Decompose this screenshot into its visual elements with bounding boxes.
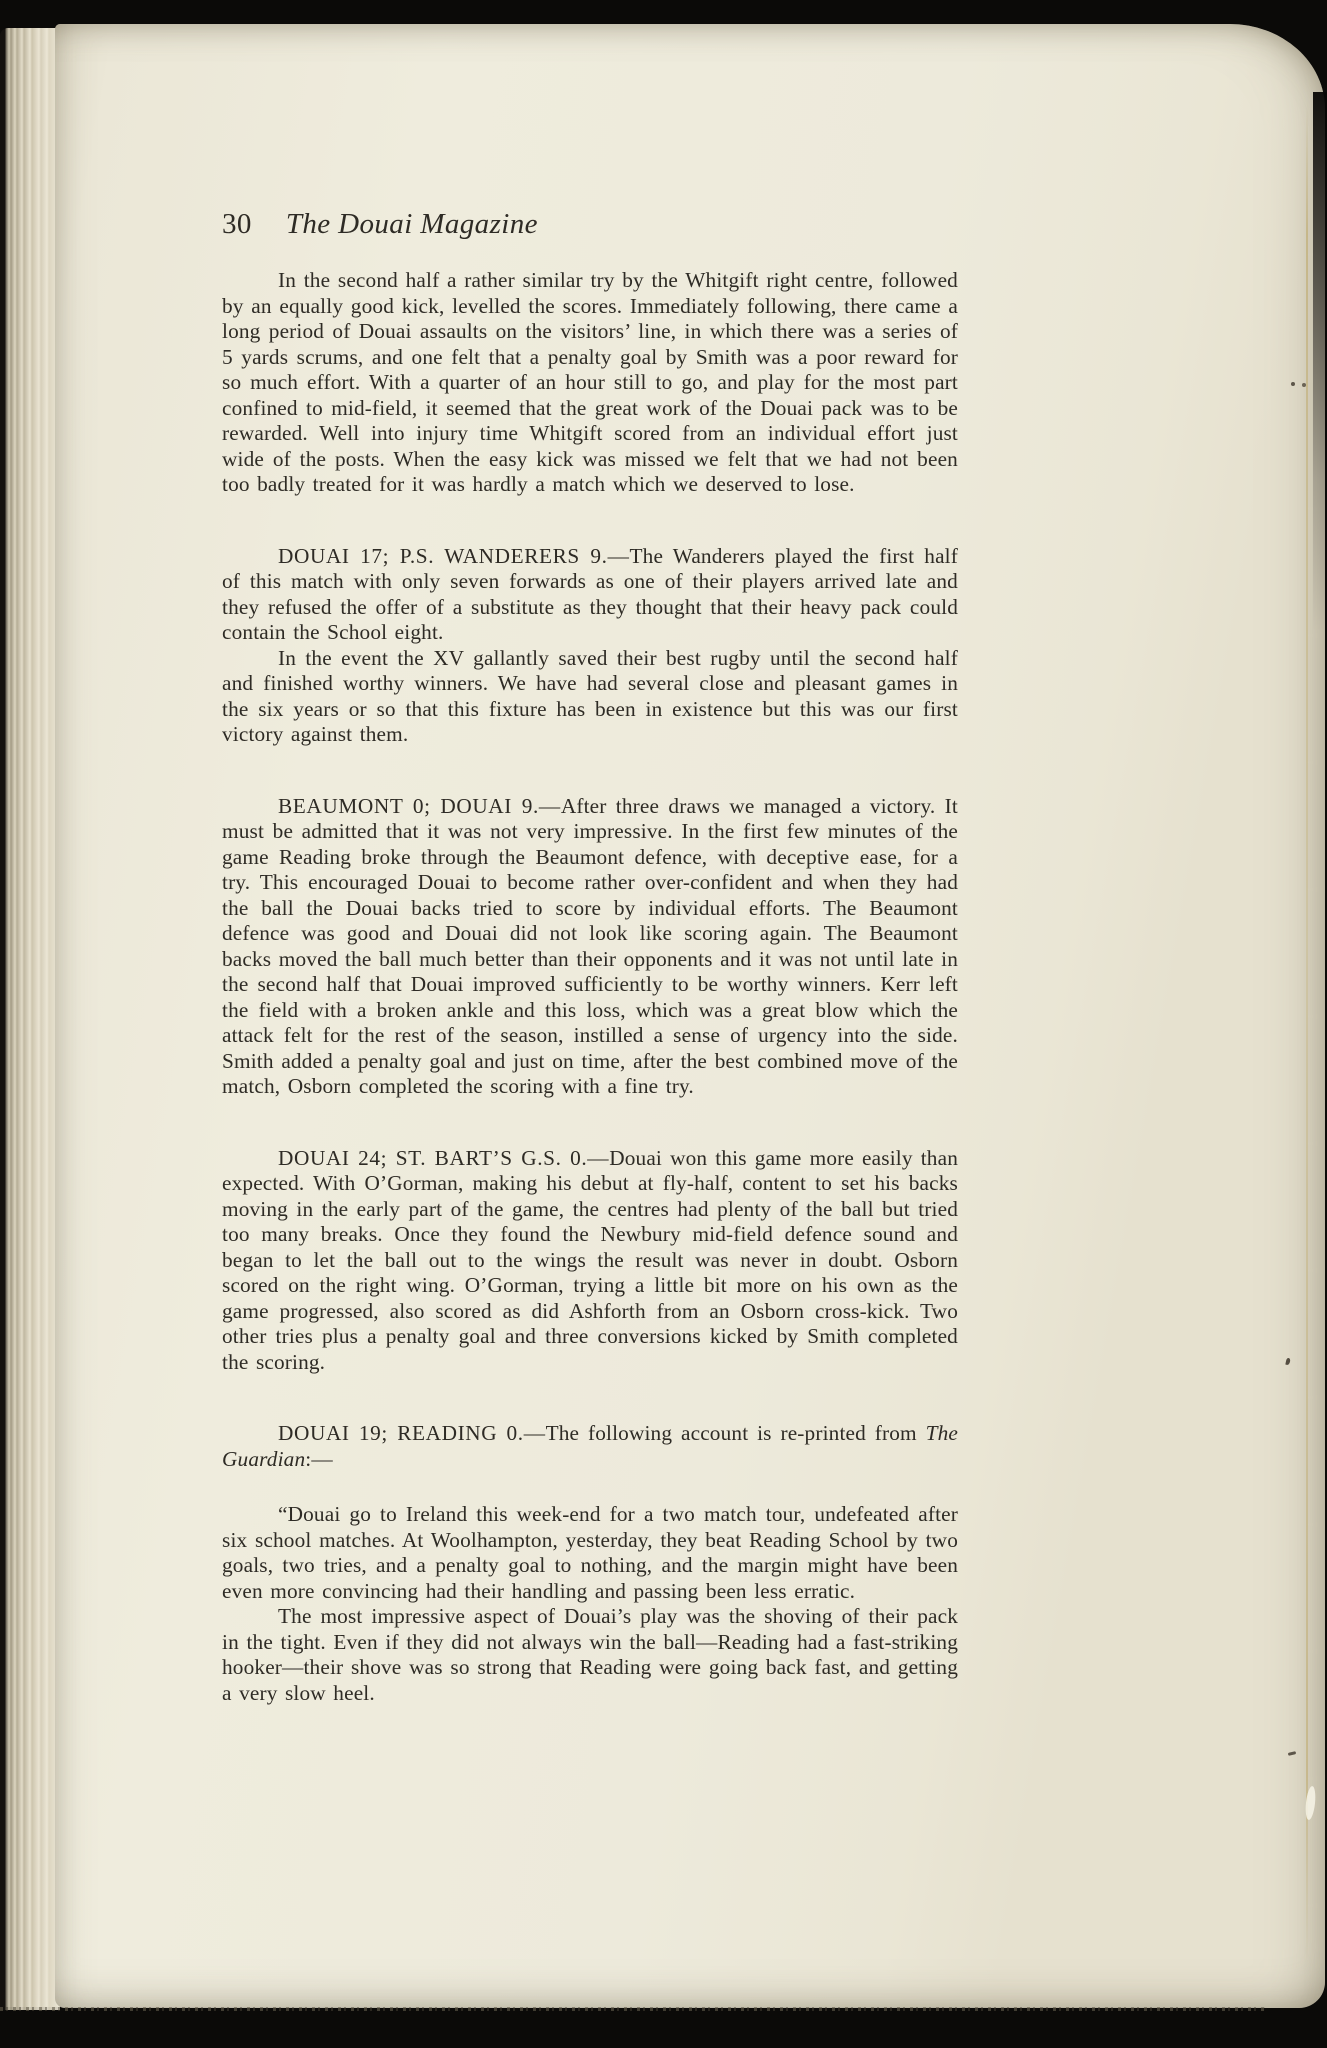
magazine-page — [55, 24, 1325, 2008]
page-edge-stack — [0, 28, 60, 2010]
match-score-heading: BEAUMONT 0; DOUAI 9.— — [278, 793, 561, 818]
match-report-text: The following account is re-printed from — [545, 1421, 926, 1445]
match-report-ps-wanderers — [222, 544, 958, 646]
match-report-beaumont — [222, 794, 958, 1100]
magazine-title: The Douai Magazine — [285, 208, 538, 240]
page-crease — [1306, 104, 1308, 1964]
ink-speck — [1288, 1751, 1296, 1756]
guardian-quote-paragraph-1: “Douai go to Ireland this week-end for a two match tour, undefeated after six school matches. At Woolhampton, yesterday, they beat Reading School by two goals, two tries, and a penalty goal to nothing, and the margin might have been even more convincing had their handling and passing been less erratic. — [222, 1502, 958, 1603]
page-header — [222, 206, 958, 242]
guardian-quote-paragraph-2: The most impressive aspect of Douai’s play was the shoving of their pack in the tight. Even if they did not always win the ball—Reading had a fast-striking hooker—their shove was so strong that Reading were going back fast, and getting a very slow heel. — [222, 1604, 958, 1705]
match-score-heading: DOUAI 24; ST. BART’S G.S. 0.— — [278, 1145, 610, 1170]
match-report-text: After three draws we managed a victory. It must be admitted that it was not very impressive. In the first few minutes of the game Reading broke through the Beaumont defence, with deceptive ease, for a try. This encouraged Douai to become rather over-confident and when they had the ball the Douai backs tried to score by individual efforts. The Beaumont defence was good and Douai did not look like scoring again. The Beaumont backs moved the ball much better than their opponents and it was not until late in the second half that Douai improved sufficiently to be worthy winners. Kerr left the field with a broken ankle and this loss, which was a great blow which the attack felt for the rest of the season, instilled a sense of urgency into the side. Smith added a penalty goal and just on time, after the best combined move of the match, Osborn completed the scoring with a fine try. — [222, 793, 958, 1098]
match-report-text: The Wanderers played the first half of this match with only seven forwards as one of their players arrived late and they refused the offer of a substitute as they thought that their heavy pack could contain the School eight. — [222, 543, 958, 644]
match-score-heading: DOUAI 17; P.S. WANDERERS 9.— — [278, 543, 630, 568]
page-curl-shadow — [1313, 92, 1327, 632]
match-report-st-barts — [222, 1146, 958, 1376]
ink-speck — [1285, 1358, 1290, 1366]
page-number: 30 — [222, 208, 252, 240]
match-report-text: :— — [305, 1446, 333, 1471]
article-text — [222, 206, 958, 1706]
match-report-ps-wanderers-continued: In the event the XV gallantly saved their best rugby until the second half and finished worthy winners. We have had several close and pleasant games in the six years or so that this fixture has been in existence but this was our first victory against them. — [222, 645, 958, 746]
match-score-heading: DOUAI 19; READING 0.— — [278, 1421, 546, 1445]
ink-speck — [1291, 382, 1295, 386]
page-bottom-edge-grain — [0, 2007, 1265, 2011]
paragraph-whitgift-second-half: In the second half a rather similar try by the Whitgift right centre, followed by an equally good kick, levelled the scores. Immediately following, there came a long period of Douai assaults on the visitors’ line, in which there was a series of 5 yards scrums, and one felt that a penalty goal by Smith was a poor reward for so much effort. With a quarter of an hour still to go, and play for the most part confined to mid-field, it seemed that the great work of the Douai pack was to be rewarded. Well into injury time Whitgift scored from an individual effort just wide of the posts. When the easy kick was missed we felt that we had not been too badly treated for it was hardly a match which we deserved to lose. — [222, 268, 958, 496]
source-publication-name: The Guardian — [222, 1421, 958, 1471]
match-report-text: Douai won this game more easily than expected. With O’Gorman, making his debut at fly-half, content to set his backs moving in the early part of the game, the centres had plenty of the ball but tried too many breaks. Once they found the Newbury mid-field defence sound and began to let the ball out to the wings the result was never in doubt. Osborn scored on the right wing. O’Gorman, trying a little bit more on his own as the game progressed, also scored as did Ashforth from an Osborn cross-kick. Two other tries plus a penalty goal and three conversions kicked by Smith completed the scoring. — [222, 1145, 959, 1374]
match-report-reading-intro — [222, 1421, 958, 1472]
